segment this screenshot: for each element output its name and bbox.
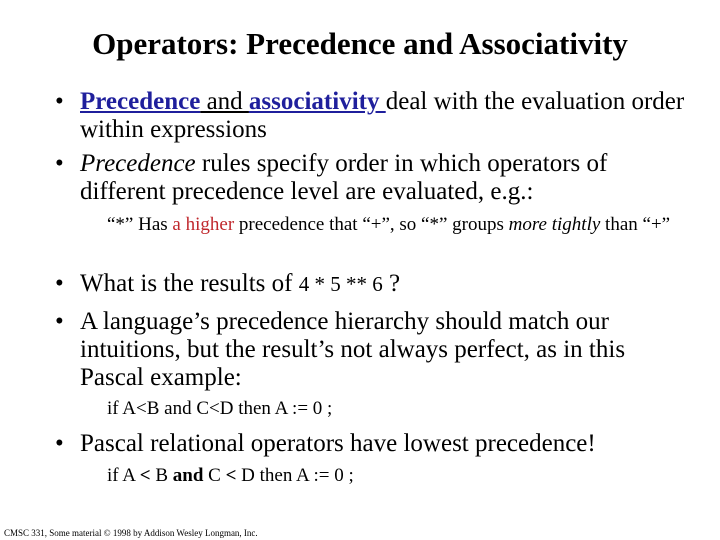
- higher-text: a higher: [172, 214, 235, 235]
- bullet-precedence-associativity: [55, 88, 695, 144]
- code-part: if A: [107, 465, 140, 486]
- bullet-text: [80, 150, 695, 206]
- bullet-precedence-hierarchy: [55, 308, 695, 392]
- bullet-dot: •: [55, 270, 64, 297]
- bullet-results-question: [55, 270, 695, 298]
- tightly-text: tightly: [551, 214, 601, 235]
- footer-copyright: CMSC 331, Some material © 1998 by Addison Wesley Longman, Inc.: [4, 528, 258, 538]
- bullet-dot: •: [55, 150, 64, 177]
- bullet-dot: •: [55, 430, 64, 457]
- keyword-precedence-italic: Precedence: [80, 150, 196, 177]
- sub-text-a: “*” Has: [107, 214, 173, 235]
- sub-text-b: precedence that “+”, so “*” groups: [234, 214, 509, 235]
- code-part: C: [203, 465, 226, 486]
- expression: 4 * 5 ** 6: [298, 272, 383, 296]
- slide-title: Operators: Precedence and Associativity: [92, 26, 628, 61]
- question-text: What is the results of: [80, 270, 299, 297]
- less-than-operator: <: [139, 465, 151, 486]
- bullet-rest: rules specify order in which operators of different precedence level are evaluated, e.g.:: [80, 150, 608, 205]
- code-part: D then A := 0 ;: [236, 465, 354, 486]
- bullet-text: [80, 88, 695, 144]
- code-part: B: [150, 465, 173, 486]
- bullet-dot: •: [55, 308, 64, 335]
- pascal-parsed-example: [107, 465, 697, 487]
- and-operator: and: [172, 465, 204, 486]
- bullet-text: Pascal relational operators have lowest precedence!: [80, 430, 596, 457]
- bullet-dot: •: [55, 88, 64, 115]
- question-mark: ?: [382, 270, 401, 297]
- bullet-pascal-relational: [55, 430, 695, 458]
- bullet-text: A language’s precedence hierarchy should match our intuitions, but the result’s not always perfect, as in this Pascal example:: [80, 308, 626, 391]
- pascal-example-code: if A<B and C<D then A := 0 ;: [107, 398, 333, 419]
- bullet-rest: deal with the evaluation order within expressions: [80, 88, 685, 143]
- keyword-associativity: associativity: [248, 88, 386, 115]
- example-multiplication-precedence: [107, 214, 697, 236]
- bullet-text: [80, 270, 695, 298]
- and-text: and: [200, 88, 249, 115]
- sub-text-c: than “+”: [600, 214, 671, 235]
- more-text: more: [508, 214, 547, 235]
- keyword-precedence: Precedence: [80, 88, 201, 115]
- bullet-precedence-rules: [55, 150, 695, 206]
- less-than-operator: <: [225, 465, 237, 486]
